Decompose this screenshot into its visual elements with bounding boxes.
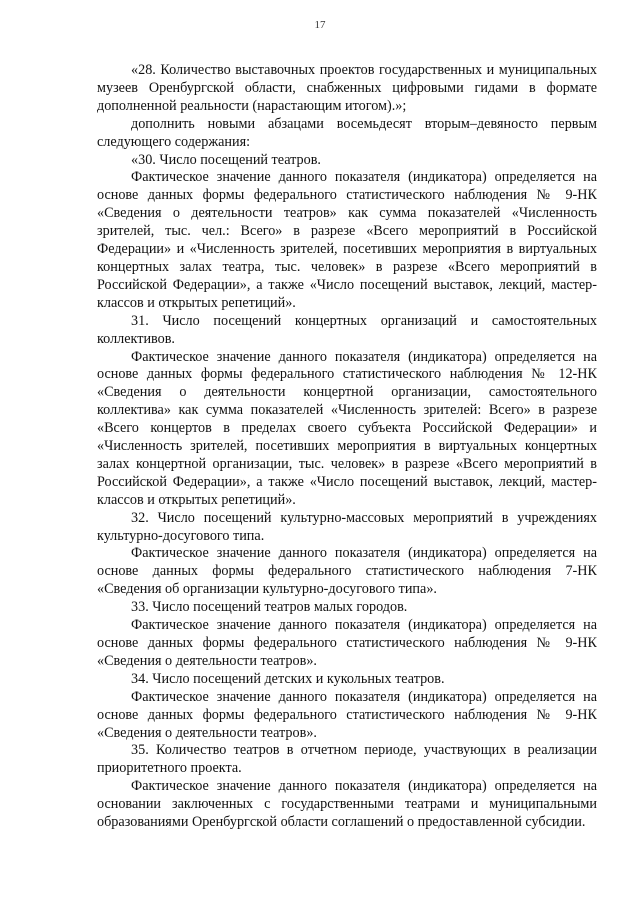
paragraph: 33. Число посещений театров малых городов. — [131, 599, 408, 616]
page-number: 17 — [314, 19, 326, 31]
paragraph: Фактическое значение данного показателя (индикатора) определяется на основе данных формы федерального статистического наблюдения № 12-НК «Сведения о деятельности концертной организации, самостоятельного коллектива» как сумма показателей «Численность зрителей: Всего» в разрезе «Всего концертов в пределах своего субъекта Российской Федерации» и «Численность зрителей, посетивших мероприятия в виртуальных концертных залах концертной организации, тыс. человек» в разрезе «Всего мероприятий в Российской Федерации», а также «Число посещений выставок, лекций, мастер-классов и открытых репетиций». — [97, 348, 597, 508]
document-body — [97, 62, 597, 832]
paragraph: 32. Число посещений культурно-массовых мероприятий в учреждениях культурно-досугового типа. — [97, 509, 597, 544]
paragraph: «28. Количество выставочных проектов государственных и муниципальных музеев Оренбургской области, снабженных цифровыми гидами в формате дополненной реальности (нарастающим итогом).»; — [97, 62, 597, 114]
paragraph: «30. Число посещений театров. — [131, 151, 321, 168]
paragraph: Фактическое значение данного показателя (индикатора) определяется на основе данных формы федерального статистического наблюдения 7-НК «Сведения об организации культурно-досугового типа». — [97, 545, 597, 598]
paragraph: 35. Количество театров в отчетном периоде, участвующих в реализации приоритетного проекта. — [97, 742, 597, 777]
paragraph: 34. Число посещений детских и кукольных театров. — [131, 670, 445, 687]
paragraph: Фактическое значение данного показателя (индикатора) определяется на основе данных формы федерального статистического наблюдения № 9-НК «Сведения о деятельности театров». — [97, 617, 597, 669]
paragraph: Фактическое значение данного показателя (индикатора) определяется на основе данных формы федерального статистического наблюдения № 9-НК «Сведения о деятельности театров» как сумма показателей «Численность зрителей, тыс. чел.: Всего» в разрезе «Всего мероприятий в Российской Федерации» и «Численность зрителей, посетивших мероприятия в виртуальных концертных залах театра, тыс. человек» в разрезе «Всего мероприятий в Российской Федерации», а также «Число посещений выставок, лекций, мастер-классов и открытых репетиций». — [97, 169, 597, 311]
paragraph: Фактическое значение данного показателя (индикатора) определяется на основании заключенных с государственными театрами и муниципальными образованиями Оренбургской области соглашений о предоставленной субсидии. — [97, 778, 597, 831]
paragraph: Фактическое значение данного показателя (индикатора) определяется на основе данных формы федерального статистического наблюдения № 9-НК «Сведения о деятельности театров». — [97, 688, 597, 741]
paragraph: дополнить новыми абзацами восемьдесят вторым–девяносто первым следующего содержания: — [97, 115, 597, 150]
paragraph: 31. Число посещений концертных организаций и самостоятельных коллективов. — [97, 312, 597, 347]
